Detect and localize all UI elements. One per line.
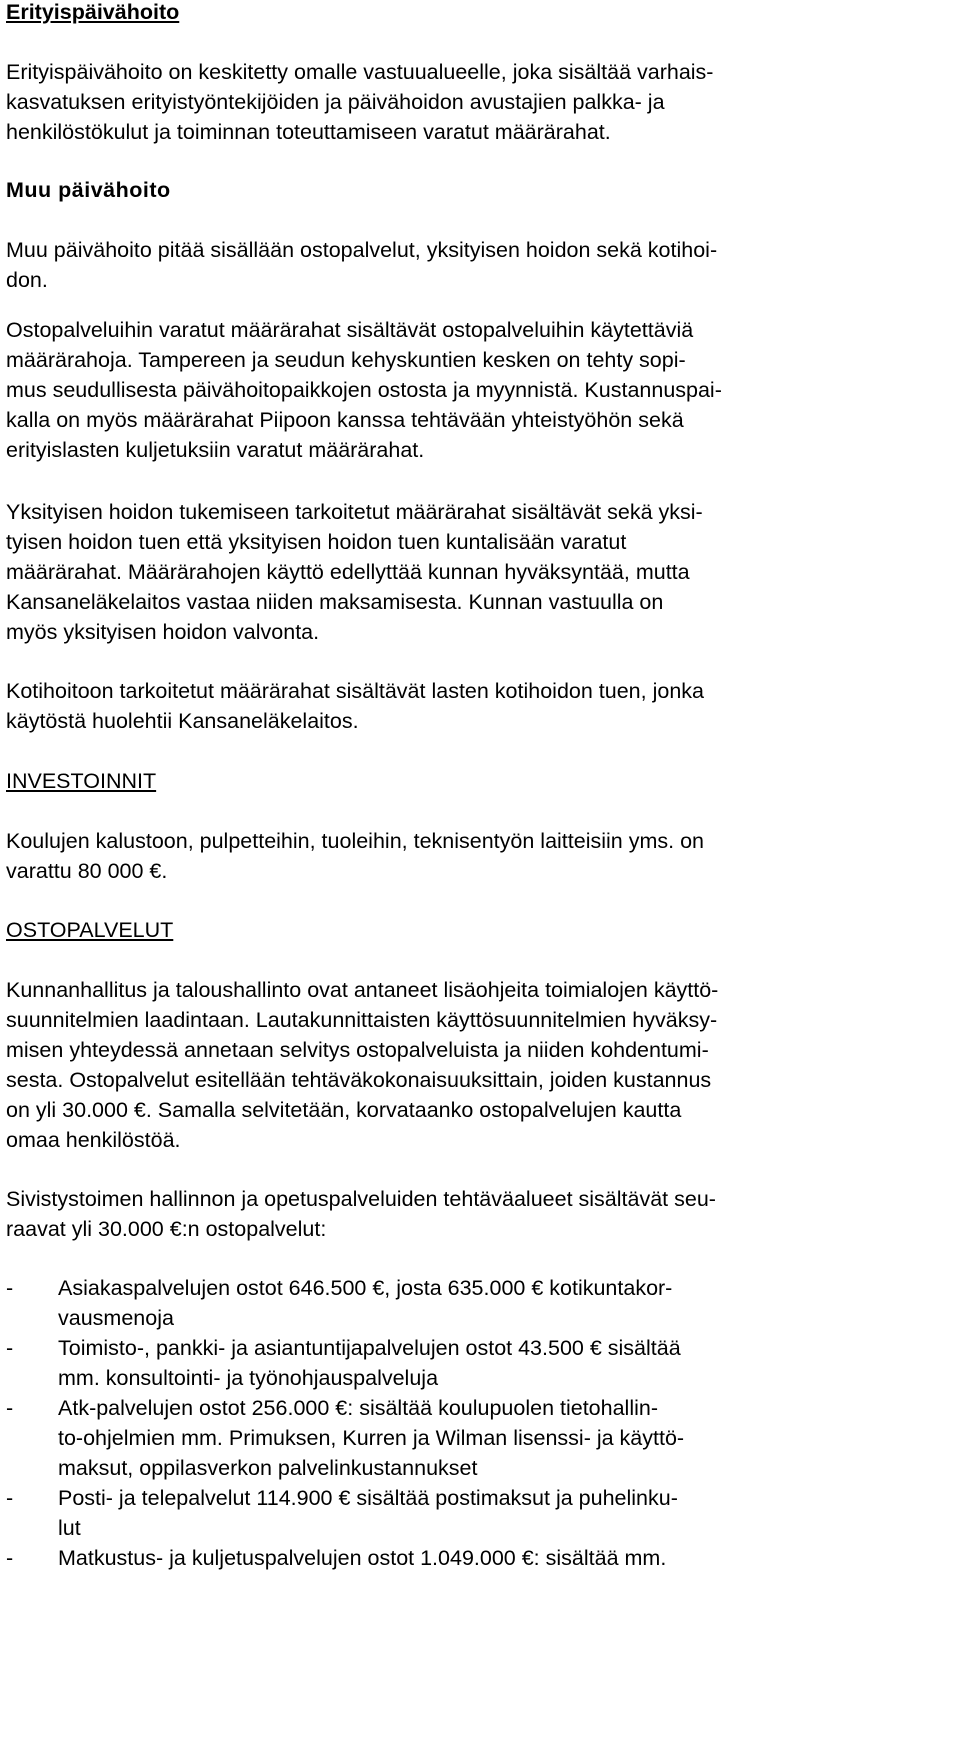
paragraph-line: Yksityisen hoidon tukemiseen tarkoitetut määrärahat sisältävät sekä yksi- <box>6 500 703 524</box>
paragraph-line: misen yhteydessä annetaan selvitys ostopalveluista ja niiden kohdentumi- <box>6 1038 709 1062</box>
paragraph-line: mus seudullisesta päivähoitopaikkojen ostosta ja myynnistä. Kustannuspai- <box>6 378 722 402</box>
list-dash: - <box>6 1276 14 1300</box>
paragraph-line: don. <box>6 268 48 292</box>
paragraph-line: tyisen hoidon tuen että yksityisen hoidon tuen kuntalisään varatut <box>6 530 627 554</box>
heading-erityispaivahoito: Erityispäivähoito <box>6 0 180 24</box>
paragraph-line: kalla on myös määrärahat Piipoon kanssa tehtävään yhteistyöhön sekä <box>6 408 684 432</box>
paragraph-line: raavat yli 30.000 €:n ostopalvelut: <box>6 1217 327 1241</box>
paragraph-line: määrärahoja. Tampereen ja seudun kehyskuntien kesken on tehty sopi- <box>6 348 686 372</box>
paragraph-line: henkilöstökulut ja toiminnan toteuttamiseen varatut määrärahat. <box>6 120 611 144</box>
paragraph-line: sesta. Ostopalvelut esitellään tehtäväkokonaisuuksittain, joiden kustannus <box>6 1068 712 1092</box>
paragraph-line: myös yksityisen hoidon valvonta. <box>6 620 320 644</box>
paragraph-line: Muu päivähoito pitää sisällään ostopalvelut, yksityisen hoidon sekä kotihoi- <box>6 238 718 262</box>
list-item-line: Atk-palvelujen ostot 256.000 €: sisältää koulupuolen tietohallin- <box>58 1396 659 1420</box>
paragraph-line: Kunnanhallitus ja taloushallinto ovat antaneet lisäohjeita toimialojen käyttö- <box>6 978 719 1002</box>
paragraph-line: Ostopalveluihin varatut määrärahat sisältävät ostopalveluihin käytettäviä <box>6 318 694 342</box>
list-dash: - <box>6 1546 14 1570</box>
paragraph-line: kasvatuksen erityistyöntekijöiden ja päivähoidon avustajien palkka- ja <box>6 90 665 114</box>
list-item-line: to-ohjelmien mm. Primuksen, Kurren ja Wilman lisenssi- ja käyttö- <box>58 1426 685 1450</box>
paragraph-line: on yli 30.000 €. Samalla selvitetään, korvataanko ostopalvelujen kautta <box>6 1098 682 1122</box>
paragraph-line: käytöstä huolehtii Kansaneläkelaitos. <box>6 709 359 733</box>
list-dash: - <box>6 1336 14 1360</box>
paragraph-line: suunnitelmien laadintaan. Lautakunnittaisten käyttösuunnitelmien hyväksy- <box>6 1008 718 1032</box>
list-dash: - <box>6 1486 14 1510</box>
paragraph-line: omaa henkilöstöä. <box>6 1128 181 1152</box>
list-item-line: Posti- ja telepalvelut 114.900 € sisältää postimaksut ja puhelinku- <box>58 1486 678 1510</box>
paragraph-line: Kansaneläkelaitos vastaa niiden maksamisesta. Kunnan vastuulla on <box>6 590 664 614</box>
paragraph-line: Kotihoitoon tarkoitetut määrärahat sisältävät lasten kotihoidon tuen, jonka <box>6 679 704 703</box>
list-item-line: lut <box>58 1516 81 1540</box>
heading-investoinnit: INVESTOINNIT <box>6 769 157 793</box>
paragraph-line: määrärahat. Määrärahojen käyttö edellyttää kunnan hyväksyntää, mutta <box>6 560 690 584</box>
paragraph-line: Sivistystoimen hallinnon ja opetuspalveluiden tehtäväalueet sisältävät seu- <box>6 1187 716 1211</box>
list-item-line: vausmenoja <box>58 1306 174 1330</box>
paragraph-line: Erityispäivähoito on keskitetty omalle vastuualueelle, joka sisältää varhais- <box>6 60 714 84</box>
paragraph-line: varattu 80 000 €. <box>6 859 168 883</box>
paragraph-line: Koulujen kalustoon, pulpetteihin, tuoleihin, teknisentyön laitteisiin yms. on <box>6 829 704 853</box>
heading-ostopalvelut: OSTOPALVELUT <box>6 918 174 942</box>
heading-muu-paivahoito: Muu päivähoito <box>6 178 171 202</box>
list-dash: - <box>6 1396 14 1420</box>
list-item-line: Matkustus- ja kuljetuspalvelujen ostot 1.049.000 €: sisältää mm. <box>58 1546 667 1570</box>
list-item-line: mm. konsultointi- ja työnohjauspalveluja <box>58 1366 439 1390</box>
list-item-line: maksut, oppilasverkon palvelinkustannukset <box>58 1456 478 1480</box>
list-item-line: Asiakaspalvelujen ostot 646.500 €, josta 635.000 € kotikuntakor- <box>58 1276 673 1300</box>
list-item-line: Toimisto-, pankki- ja asiantuntijapalvelujen ostot 43.500 € sisältää <box>58 1336 681 1360</box>
paragraph-line: erityislasten kuljetuksiin varatut määrärahat. <box>6 438 425 462</box>
